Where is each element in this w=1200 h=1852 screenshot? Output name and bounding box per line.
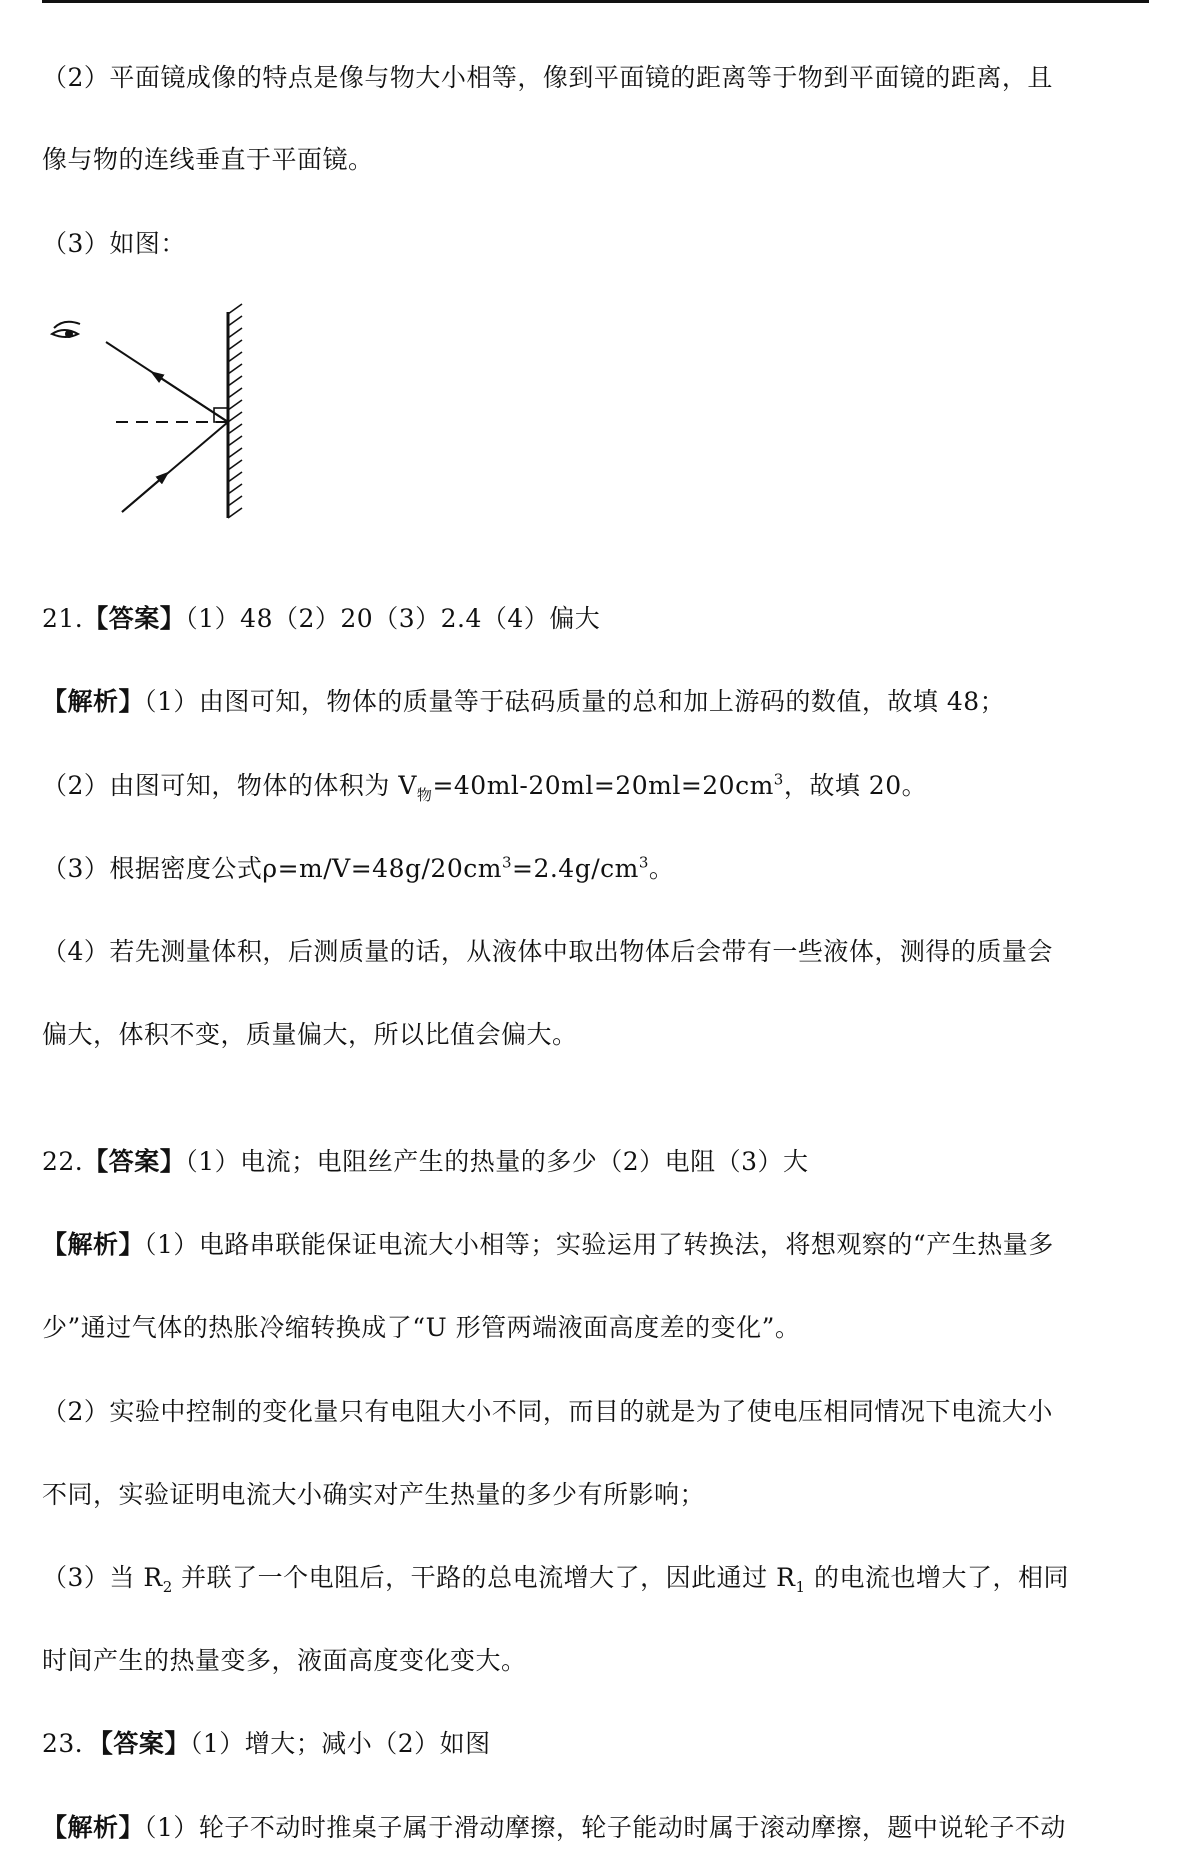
q22-analysis-3-line2: 时间产生的热量变多，液面高度变化变大。 bbox=[42, 1646, 527, 1675]
top-rule bbox=[42, 0, 1149, 3]
q22-a3-pre: （3）当 R bbox=[42, 1563, 163, 1592]
q21-analysis-1-text: （1）由图可知，物体的质量等于砝码质量的总和加上游码的数值，故填 48； bbox=[144, 687, 1006, 716]
q23-answer-tag: 【答案】 bbox=[100, 1729, 190, 1758]
q22-a3-sub1: 2 bbox=[162, 1578, 173, 1596]
q21-analysis-2 bbox=[42, 770, 927, 802]
q23-answer-line bbox=[42, 1728, 491, 1760]
mirror-reflection-diagram bbox=[42, 300, 262, 530]
q23-analysis-tag: 【解析】 bbox=[42, 1813, 145, 1842]
q22-analysis-2-line2: 不同，实验证明电流大小确实对产生热量的多少有所影响； bbox=[42, 1480, 706, 1509]
q21-analysis-3 bbox=[42, 853, 674, 885]
q23-number: 23． bbox=[42, 1729, 101, 1758]
q22-answer-tag: 【答案】 bbox=[83, 1147, 186, 1176]
q21-a2-mid: =40ml-20ml=20ml=20cm bbox=[432, 771, 774, 800]
incident-ray-arrow bbox=[122, 476, 164, 512]
q21-a3-pre: （3）根据密度公式ρ=m/V=48g/20cm bbox=[42, 854, 502, 883]
q21-a3-sup1: 3 bbox=[501, 853, 512, 872]
q21-answer: （1）48（2）20（3）2.4（4）偏大 bbox=[185, 604, 601, 633]
q21-analysis-1 bbox=[42, 686, 1005, 718]
q22-a1-l1: （1）电路串联能保证电流大小相等；实验运用了转换法，将想观察的“产生热量多 bbox=[144, 1230, 1054, 1259]
q22-number: 22. bbox=[42, 1147, 84, 1176]
q22-analysis-tag: 【解析】 bbox=[42, 1230, 145, 1259]
reflected-ray-arrow bbox=[156, 375, 228, 422]
q20-p2-line2: 像与物的连线垂直于平面镜。 bbox=[42, 145, 374, 174]
q21-analysis-4-line1: （4）若先测量体积，后测质量的话，从液体中取出物体后会带有一些液体，测得的质量会 bbox=[42, 937, 1053, 966]
q21-a2-post: ，故填 20。 bbox=[783, 771, 928, 800]
mirror-hatching bbox=[228, 304, 242, 518]
q21-a2-pre: （2）由图可知，物体的体积为 V bbox=[42, 771, 417, 800]
q22-analysis-1-line2: 少”通过气体的热胀冷缩转换成了“U 形管两端液面高度差的变化”。 bbox=[42, 1313, 801, 1342]
q21-answer-tag: 【答案】 bbox=[83, 604, 186, 633]
q22-a3-post: 的电流也增大了，相同 bbox=[805, 1563, 1069, 1592]
q21-a2-sub: 物 bbox=[416, 786, 433, 804]
q22-analysis-1-line1 bbox=[42, 1229, 1054, 1261]
q23-analysis-1-line1 bbox=[42, 1812, 1066, 1844]
q22-answer-line bbox=[42, 1146, 809, 1178]
q22-a3-sub2: 1 bbox=[795, 1578, 806, 1596]
q20-p3: （3）如图： bbox=[42, 229, 186, 258]
eye-icon bbox=[52, 322, 80, 338]
q22-analysis-3-line1 bbox=[42, 1562, 1069, 1594]
q21-a3-mid: =2.4g/cm bbox=[512, 854, 639, 883]
q21-a3-sup2: 3 bbox=[638, 853, 649, 872]
q22-answer: （1）电流；电阻丝产生的热量的多少（2）电阻（3）大 bbox=[185, 1147, 809, 1176]
q21-a3-post: 。 bbox=[648, 854, 675, 883]
q21-a2-sup: 3 bbox=[773, 770, 784, 789]
q22-a3-mid: 并联了一个电阻后，干路的总电流增大了，因此通过 R bbox=[172, 1563, 796, 1592]
q21-analysis-4-line2: 偏大，体积不变，质量偏大，所以比值会偏大。 bbox=[42, 1020, 578, 1049]
q21-number: 21. bbox=[42, 604, 84, 633]
q21-analysis-tag: 【解析】 bbox=[42, 687, 145, 716]
q22-analysis-2-line1: （2）实验中控制的变化量只有电阻大小不同，而目的就是为了使电压相同情况下电流大小 bbox=[42, 1397, 1053, 1426]
q23-a1-l1: （1）轮子不动时推桌子属于滑动摩擦，轮子能动时属于滚动摩擦，题中说轮子不动 bbox=[144, 1813, 1066, 1842]
q21-answer-line bbox=[42, 603, 600, 635]
q23-answer: （1）增大；减小（2）如图 bbox=[189, 1729, 491, 1758]
q20-p2-line1: （2）平面镜成像的特点是像与物大小相等，像到平面镜的距离等于物到平面镜的距离，且 bbox=[42, 63, 1053, 92]
